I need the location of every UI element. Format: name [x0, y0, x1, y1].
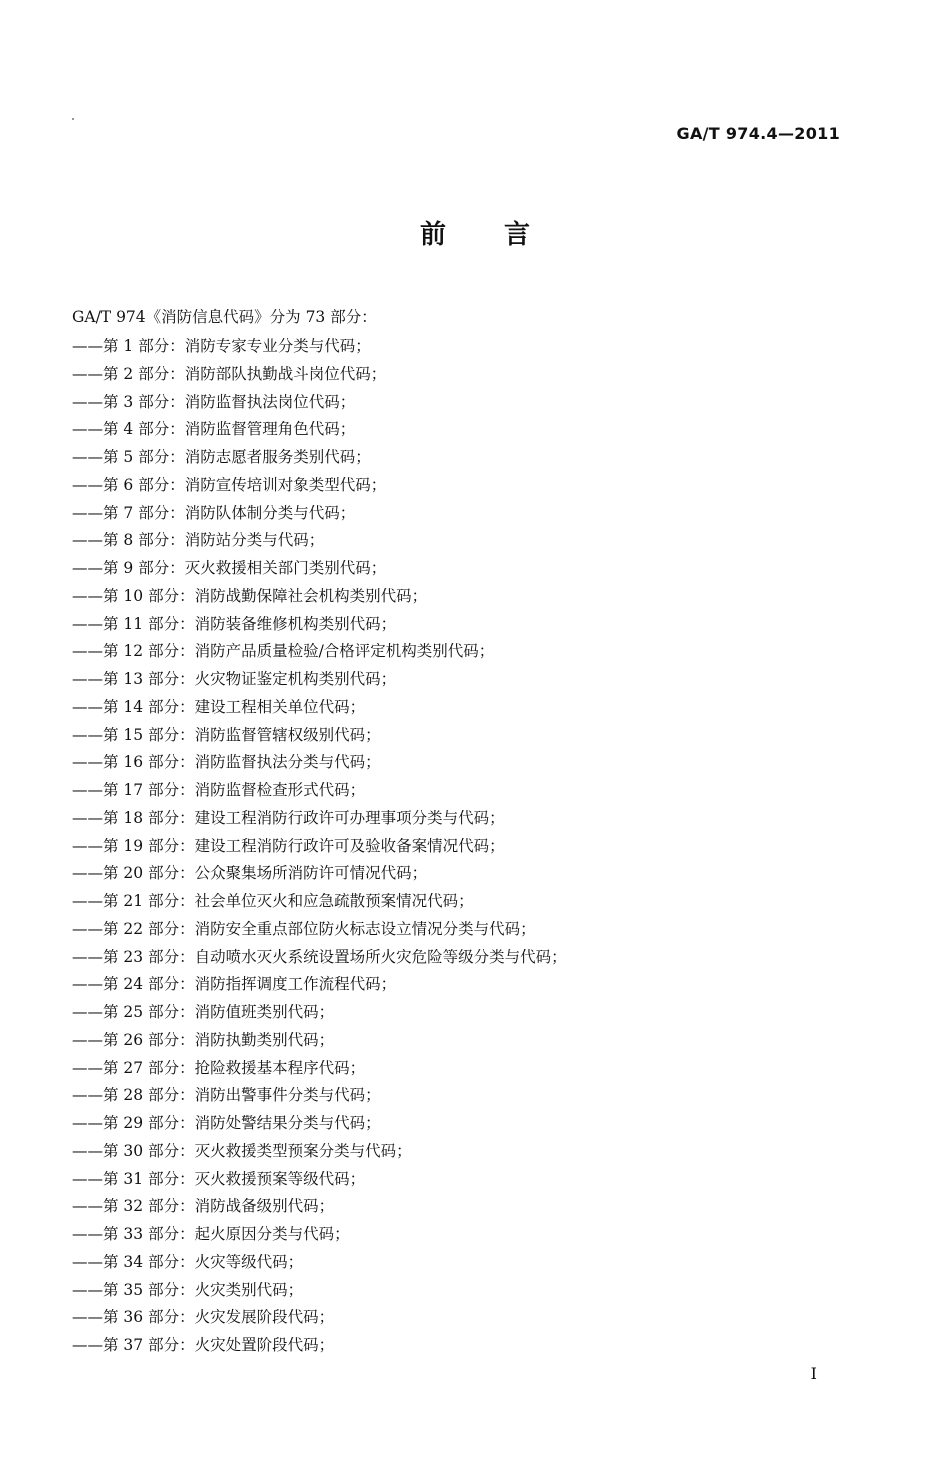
list-item: ——第 33 部分：起火原因分类与代码；	[72, 1225, 350, 1243]
list-item: ——第 23 部分：自动喷水灭火系统设置场所火灾危险等级分类与代码；	[72, 947, 567, 966]
list-item: ——第 11 部分：消防装备维修机构类别代码；	[72, 614, 397, 633]
list-item: ——第 1 部分：消防专家专业分类与代码；	[72, 337, 371, 355]
list-item: ——第 21 部分：社会单位灭火和应急疏散预案情况代码；	[72, 892, 474, 910]
list-item: ——第 22 部分：消防安全重点部位防火标志设立情况分类与代码；	[72, 919, 536, 938]
list-item: ——第 34 部分：火灾等级代码；	[72, 1252, 304, 1271]
list-item: ——第 27 部分：抢险救援基本程序代码；	[72, 1058, 366, 1077]
list-item: ——第 35 部分：火灾类别代码；	[72, 1280, 304, 1299]
intro-paragraph: GA/T 974《消防信息代码》分为 73 部分：	[72, 308, 377, 326]
list-item: ——第 24 部分：消防指挥调度工作流程代码；	[72, 975, 397, 994]
parts-list	[72, 333, 567, 1360]
list-item: ——第 29 部分：消防处警结果分类与代码；	[72, 1114, 381, 1132]
list-item: ——第 30 部分：灭火救援类型预案分类与代码；	[72, 1141, 412, 1160]
scan-speck	[72, 118, 74, 120]
list-item: ——第 19 部分：建设工程消防行政许可及验收备案情况代码；	[72, 836, 505, 855]
list-item: ——第 7 部分：消防队体制分类与代码；	[72, 503, 356, 522]
list-item: ——第 5 部分：消防志愿者服务类别代码；	[72, 448, 371, 466]
page-number: I	[810, 1364, 817, 1383]
list-item: ——第 17 部分：消防监督检查形式代码；	[72, 781, 366, 799]
list-item: ——第 36 部分：火灾发展阶段代码；	[72, 1308, 335, 1327]
list-item: ——第 9 部分：灭火救援相关部门类别代码；	[72, 559, 387, 577]
list-item: ——第 13 部分：火灾物证鉴定机构类别代码；	[72, 670, 397, 688]
page-title: 前言	[419, 220, 588, 250]
list-item: ——第 32 部分：消防战备级别代码；	[72, 1197, 335, 1216]
list-item: ——第 14 部分：建设工程相关单位代码；	[72, 697, 366, 716]
list-item: ——第 4 部分：消防监督管理角色代码；	[72, 420, 356, 439]
list-item: ——第 12 部分：消防产品质量检验/合格评定机构类别代码；	[72, 642, 495, 661]
list-item: ——第 10 部分：消防战勤保障社会机构类别代码；	[72, 586, 428, 605]
list-item: ——第 20 部分：公众聚集场所消防许可情况代码；	[72, 864, 428, 883]
list-item: ——第 25 部分：消防值班类别代码；	[72, 1003, 335, 1021]
list-item: ——第 26 部分：消防执勤类别代码；	[72, 1030, 335, 1049]
list-item: ——第 2 部分：消防部队执勤战斗岗位代码；	[72, 364, 387, 383]
standard-code: GA/T 974.4—2011	[676, 124, 840, 143]
list-item: ——第 31 部分：灭火救援预案等级代码；	[72, 1169, 366, 1188]
list-item: ——第 8 部分：消防站分类与代码；	[72, 531, 325, 550]
list-item: ——第 28 部分：消防出警事件分类与代码；	[72, 1086, 381, 1105]
list-item: ——第 16 部分：消防监督执法分类与代码；	[72, 753, 381, 772]
list-item: ——第 18 部分：建设工程消防行政许可办理事项分类与代码；	[72, 808, 505, 827]
list-item: ——第 6 部分：消防宣传培训对象类型代码；	[72, 475, 387, 494]
list-item: ——第 15 部分：消防监督管辖权级别代码；	[72, 725, 381, 744]
list-item: ——第 37 部分：火灾处置阶段代码；	[72, 1336, 335, 1354]
list-item: ——第 3 部分：消防监督执法岗位代码；	[72, 392, 356, 411]
